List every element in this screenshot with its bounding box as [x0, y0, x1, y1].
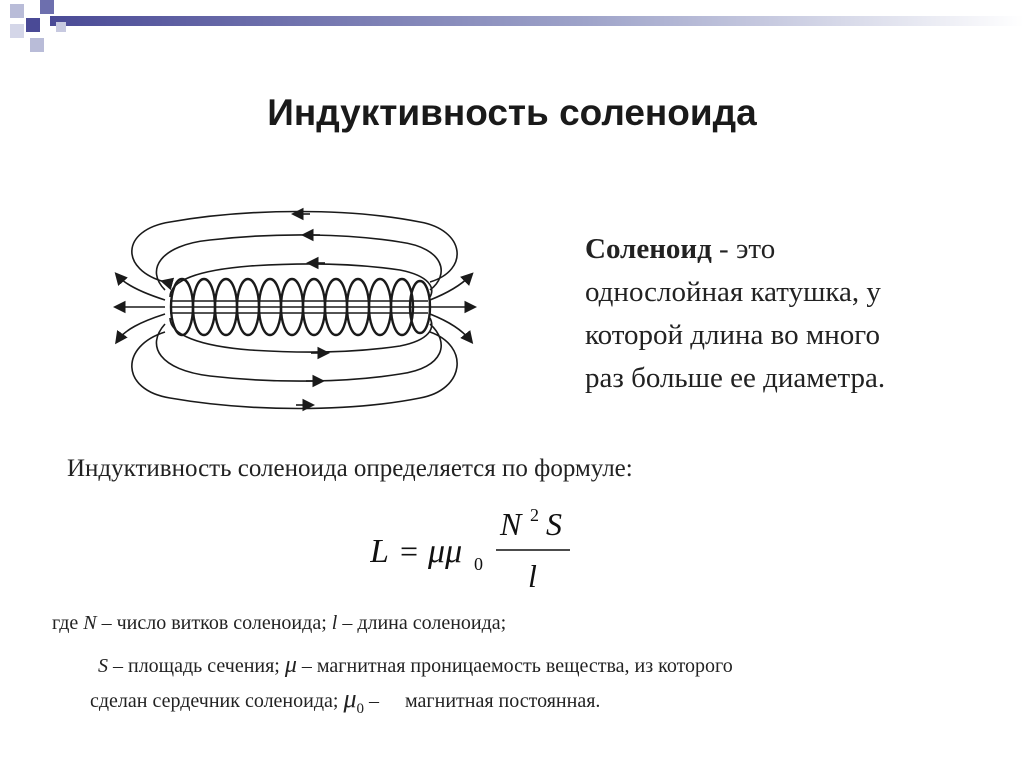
- formula-numerator-n: N: [500, 506, 522, 542]
- header-square: [56, 22, 66, 32]
- slide-title: Индуктивность соленоида: [267, 92, 757, 133]
- legend-mu0-desc: магнитная постоянная.: [405, 690, 601, 712]
- formula-mu: μμ: [428, 533, 463, 570]
- legend-mu0-symbol: [343, 684, 365, 718]
- formula-numerator-s: S: [546, 506, 562, 542]
- formula-intro: Индуктивность соленоида определяется по формуле:: [67, 455, 633, 482]
- inductance-formula: [370, 505, 590, 605]
- header-gradient-bar: [50, 16, 1024, 26]
- field-line-right-down: [430, 314, 470, 340]
- legend-n-symbol: N: [83, 612, 97, 634]
- header-square: [10, 24, 24, 38]
- legend-line-1: [52, 612, 506, 635]
- header-square: [26, 18, 40, 32]
- legend-n-desc: – число витков соленоида;: [96, 612, 332, 634]
- legend-core-desc: сделан сердечник соленоида;: [90, 690, 344, 712]
- definition-term: Соленоид: [585, 233, 712, 265]
- definition-line-4: раз больше ее диаметра.: [585, 362, 886, 394]
- header-square: [10, 4, 24, 18]
- definition-line-2: однослойная катушка, у: [585, 276, 881, 308]
- legend-mu0-letter: μ: [343, 684, 357, 713]
- legend-line-2: [98, 652, 733, 679]
- definition-dash: - это: [711, 233, 776, 265]
- legend-mu0-dash: –: [364, 690, 380, 712]
- legend-l-desc: – длина соленоида;: [337, 612, 507, 634]
- header-square: [30, 38, 44, 52]
- legend-prefix: где: [52, 612, 84, 634]
- formula-equals: =: [400, 533, 419, 569]
- solenoid-definition: [585, 228, 975, 400]
- legend-mu-desc: – магнитная проницаемость вещества, из которого: [296, 655, 733, 677]
- formula-denominator: l: [528, 558, 537, 594]
- legend-line-3: [90, 684, 600, 718]
- definition-line-3: которой длина во много: [585, 319, 880, 351]
- definition-line-1: [585, 228, 975, 271]
- legend-s-symbol: S: [98, 655, 108, 677]
- formula-mu-subscript: 0: [474, 554, 483, 574]
- formula-lhs: L: [370, 533, 389, 570]
- solenoid-field-diagram: [110, 200, 480, 415]
- header-square: [40, 0, 54, 14]
- formula-numerator-exponent: 2: [530, 505, 539, 525]
- legend-mu-symbol: μ: [284, 652, 297, 678]
- legend-l-symbol: l: [331, 612, 338, 634]
- slide-header-decoration: [0, 0, 1024, 60]
- legend-mu0-subscript: 0: [356, 701, 365, 718]
- legend-s-desc: – площадь сечения;: [108, 655, 285, 677]
